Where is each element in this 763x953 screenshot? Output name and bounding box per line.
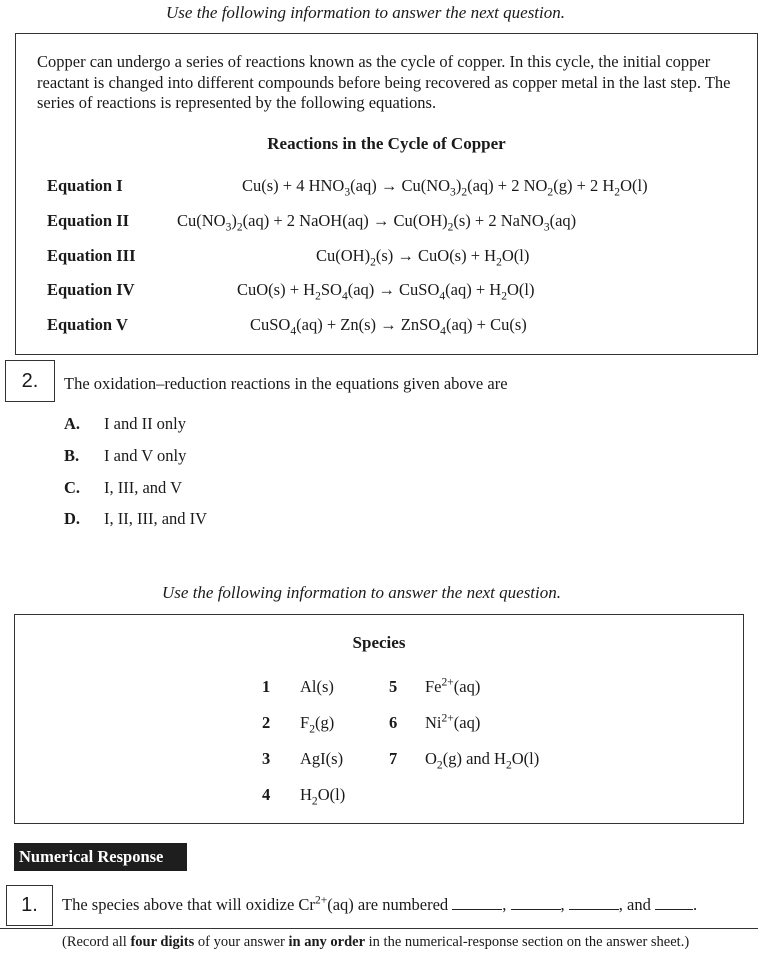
species-formula: $F_2(g)$ [300, 713, 335, 736]
equation-formula: $Cu(NO_3)_2(aq) + 2$ NaOH(aq) → $Cu(OH)_2(s) + 2$ NaNO$_3$(aq) [177, 211, 577, 234]
intro-paragraph: Copper can undergo a series of reactions known as the cycle of copper. In this cycle, the initial copper reactant is changed into different compounds before being recovered as copper metal in the last step. The series of reactions is represented by the following equations. [37, 52, 731, 112]
species-formula: $Ni^{2+}(aq)$ [425, 712, 481, 732]
option-letter: D. [64, 509, 81, 528]
info-box [15, 33, 758, 355]
species-number: 2 [262, 713, 271, 732]
species-number: 5 [389, 677, 398, 696]
period: . [693, 895, 698, 914]
species-formula: $Fe^{2+}(aq)$ [425, 676, 481, 696]
species-formula: $O_2(g)$ and $H_2O(l)$ [425, 749, 540, 772]
option-c[interactable] [64, 478, 183, 498]
species-number: 1 [262, 677, 271, 696]
answer-blank[interactable] [569, 908, 619, 910]
instruction-text: Use the following information to answer the next question. [162, 583, 562, 602]
species-formula: Al(s) [300, 677, 334, 696]
question-text: The species above that will oxidize Cr [62, 895, 315, 914]
charge-superscript: 2+ [314, 894, 328, 907]
species-number: 7 [389, 749, 398, 768]
equation-formula: Cu(s) + 4 $HNO_3(aq) \to Cu(NO_3)_2(aq) + 2$ $NO_2(g) + 2$ $H_2O(l)$ [242, 176, 648, 199]
option-text: I, III, and V [104, 478, 183, 497]
answer-blank[interactable] [655, 908, 693, 910]
question-number: 1. [6, 885, 53, 926]
species-formula: $H_2O(l)$ [300, 785, 346, 808]
equation-label: Equation II [47, 211, 130, 230]
note-emphasis: in any order [288, 934, 366, 950]
answer-blank[interactable] [511, 908, 561, 910]
option-d[interactable] [64, 509, 208, 529]
option-text: I and II only [104, 414, 187, 433]
equation-formula: $Cu(OH)_2(s) \to CuO(s) + H_2O(l)$ [316, 246, 530, 269]
equation-formula: $CuO(s) + H_2SO_4(aq)$ → CuSO$_4$(aq) + $H_2O(l)$ [237, 280, 535, 303]
species-number: 6 [389, 713, 398, 732]
option-b[interactable] [64, 446, 187, 466]
question-text: The oxidation–reduction reactions in the equations given above are [64, 374, 508, 393]
option-letter: B. [64, 446, 80, 465]
question-text: (aq) are numbered [327, 895, 449, 914]
question-number: 2. [5, 360, 55, 402]
option-text: I and V only [104, 446, 187, 465]
record-note [62, 934, 689, 951]
and-word: , and [618, 895, 651, 914]
note-text: of your answer [194, 934, 289, 950]
answer-blank[interactable] [452, 908, 502, 910]
option-letter: A. [64, 414, 81, 433]
option-a[interactable] [64, 414, 187, 434]
equation-label: Equation I [47, 176, 123, 195]
numerical-response-badge: Numerical Response [14, 843, 187, 871]
equation-label: Equation V [47, 315, 128, 334]
divider-line [0, 928, 758, 929]
species-formula: AgI(s) [300, 749, 344, 768]
equation-formula: CuSO$_4$(aq) + Zn(s) → ZnSO$_4$(aq) + Cu(s) [250, 315, 527, 338]
option-letter: C. [64, 478, 81, 497]
species-title: Species [352, 633, 406, 652]
numerical-response-question [62, 895, 697, 915]
species-box [14, 614, 744, 824]
note-emphasis: four digits [130, 934, 195, 950]
species-number: 3 [262, 749, 271, 768]
separator: , [560, 895, 565, 914]
note-text: (Record all [62, 934, 131, 950]
note-text: in the numerical-response section on the answer sheet.) [365, 934, 690, 950]
reactions-title: Reactions in the Cycle of Copper [267, 134, 506, 153]
instruction-text: Use the following information to answer the next question. [166, 3, 566, 22]
separator: , [502, 895, 507, 914]
equation-label: Equation IV [47, 280, 135, 299]
equation-label: Equation III [47, 246, 136, 265]
option-text: I, II, III, and IV [104, 509, 208, 528]
species-number: 4 [262, 785, 271, 804]
